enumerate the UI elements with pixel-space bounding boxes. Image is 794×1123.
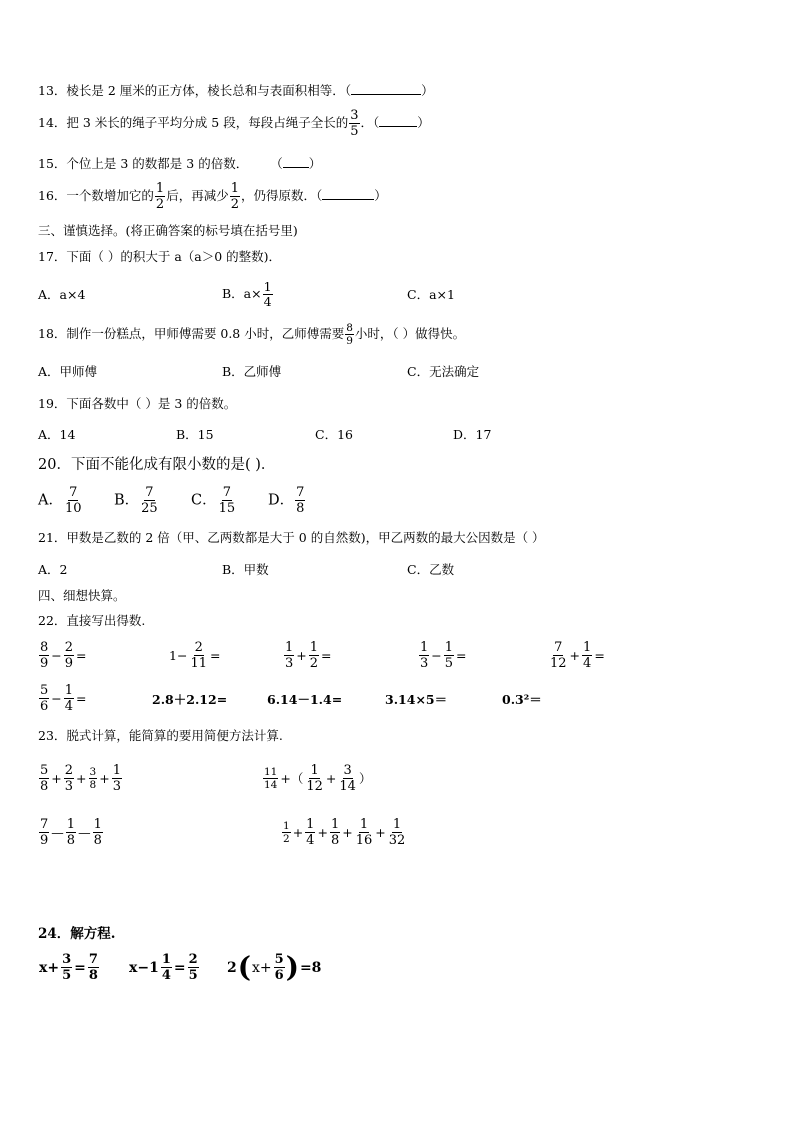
equals: = bbox=[76, 647, 87, 663]
equation-part: x−1 bbox=[129, 959, 159, 976]
numerator: 1 bbox=[93, 817, 102, 832]
fraction bbox=[338, 763, 357, 794]
question-number: 18． bbox=[38, 326, 67, 341]
option-label: A． bbox=[38, 492, 63, 509]
option-c[interactable]: C．16 bbox=[315, 427, 353, 442]
question-text: 棱长是 2 厘米的正方体，棱长总和与表面积相等． bbox=[66, 83, 345, 98]
fraction bbox=[39, 763, 49, 794]
question-number: 13． bbox=[38, 83, 67, 98]
question-15 bbox=[38, 155, 321, 173]
option-d[interactable]: D．17 bbox=[453, 427, 492, 442]
option-a[interactable]: A．甲师傅 bbox=[38, 364, 98, 379]
fraction bbox=[309, 640, 319, 671]
equation-part: x+ bbox=[252, 959, 272, 976]
question-text: 小时，（ ）做得快。 bbox=[354, 326, 466, 341]
denominator: 8 bbox=[89, 779, 97, 791]
question-text: 制作一份糕点，甲师傅需要 0.8 小时，乙师傅需要 bbox=[66, 326, 345, 341]
fraction bbox=[582, 640, 592, 671]
fraction bbox=[419, 640, 429, 671]
numerator: 3 bbox=[89, 766, 97, 778]
denominator: 9 bbox=[64, 656, 74, 671]
question-text: 脱式计算，能简算的要用简便方法计算. bbox=[66, 728, 283, 743]
numerator: 2 bbox=[64, 763, 74, 778]
paren-close: ） bbox=[374, 188, 387, 203]
equation-2 bbox=[128, 952, 200, 983]
fraction bbox=[189, 640, 208, 671]
question-24 bbox=[38, 925, 116, 943]
operator: + bbox=[51, 770, 62, 786]
numerator: 7 bbox=[40, 817, 49, 832]
section-heading-3: 三、谨慎选择。(将正确答案的标号填在括号里) bbox=[38, 223, 298, 238]
question-number: 17． bbox=[38, 249, 67, 264]
paren-close: ） bbox=[417, 115, 430, 130]
question-number: 22． bbox=[38, 613, 67, 628]
option-a[interactable]: A．14 bbox=[38, 427, 76, 442]
numerator: 7 bbox=[222, 485, 232, 500]
question-number: 21． bbox=[38, 530, 67, 545]
equals: = bbox=[74, 959, 86, 976]
denominator: 4 bbox=[263, 294, 272, 309]
fraction bbox=[66, 817, 76, 848]
numerator: 8 bbox=[40, 640, 49, 655]
fraction bbox=[263, 280, 273, 309]
operator: + bbox=[99, 770, 110, 786]
denominator: 4 bbox=[306, 833, 315, 848]
question-number: 19． bbox=[38, 396, 67, 411]
expression-9: 3.14×5＝ bbox=[385, 692, 448, 707]
operator: — bbox=[51, 824, 64, 840]
whole-part: 1− bbox=[169, 647, 188, 663]
question-number: 20． bbox=[38, 457, 71, 473]
option-c[interactable] bbox=[191, 485, 237, 516]
paren-open: （ bbox=[344, 83, 352, 98]
denominator: 10 bbox=[64, 501, 82, 516]
option-a[interactable]: A．2 bbox=[38, 562, 68, 577]
denominator: 15 bbox=[218, 501, 236, 516]
fraction bbox=[112, 763, 122, 794]
numerator: 5 bbox=[40, 683, 49, 698]
fraction bbox=[89, 766, 98, 791]
fraction bbox=[39, 683, 49, 714]
denominator: 14 bbox=[339, 779, 356, 794]
numerator: 1 bbox=[306, 817, 315, 832]
numerator: 7 bbox=[145, 485, 154, 500]
option-a[interactable] bbox=[38, 485, 84, 516]
numerator: 3 bbox=[62, 952, 72, 967]
expression-4 bbox=[418, 640, 468, 671]
operator: + bbox=[375, 824, 386, 840]
numerator: 1 bbox=[309, 640, 319, 655]
numerator: 2 bbox=[64, 640, 74, 655]
denominator: 4 bbox=[161, 968, 171, 983]
fraction bbox=[388, 817, 407, 848]
fraction bbox=[444, 640, 454, 671]
denominator: 8 bbox=[40, 779, 49, 794]
question-16 bbox=[38, 181, 387, 212]
equals: = bbox=[456, 647, 467, 663]
fraction bbox=[64, 640, 74, 671]
numerator: 8 bbox=[346, 322, 353, 334]
question-23 bbox=[38, 727, 283, 745]
equation-part: x+ bbox=[39, 959, 60, 976]
denominator: 2 bbox=[309, 656, 319, 671]
problem-3 bbox=[38, 817, 104, 848]
denominator: 6 bbox=[274, 968, 284, 983]
paren-open: （ bbox=[270, 156, 283, 171]
operator: − bbox=[51, 690, 62, 706]
question-text: 甲数是乙数的 2 倍（甲、乙两数都是大于 0 的自然数)，甲乙两数的最大公因数是（ ） bbox=[66, 530, 545, 545]
numerator: 1 bbox=[155, 181, 165, 196]
operator: + bbox=[76, 770, 87, 786]
equation-3 bbox=[226, 952, 322, 983]
operator: − bbox=[51, 647, 62, 663]
expression-3 bbox=[283, 640, 333, 671]
question-22 bbox=[38, 612, 145, 630]
numerator: 7 bbox=[69, 485, 78, 500]
denominator: 9 bbox=[346, 335, 353, 347]
fraction bbox=[61, 952, 72, 983]
fraction bbox=[274, 952, 285, 983]
question-18 bbox=[38, 322, 465, 347]
numerator: 1 bbox=[285, 640, 294, 655]
expression-2 bbox=[168, 640, 221, 671]
question-text: 下面（ ）的积大于 a（a＞0 的整数)． bbox=[66, 249, 282, 264]
question-20 bbox=[38, 456, 275, 474]
option-d[interactable] bbox=[268, 485, 306, 516]
denominator: 2 bbox=[283, 833, 290, 845]
numerator: 1 bbox=[330, 817, 340, 832]
question-number: 14． bbox=[38, 115, 67, 130]
question-text: ，仍得原数．（ bbox=[241, 188, 323, 203]
numerator: 1 bbox=[583, 640, 592, 655]
problem-4 bbox=[281, 817, 407, 848]
fraction bbox=[93, 817, 103, 848]
question-text: 解方程. bbox=[70, 926, 116, 942]
fraction bbox=[305, 763, 324, 794]
fraction bbox=[88, 952, 99, 983]
denominator: 3 bbox=[420, 656, 429, 671]
option-label: B．a× bbox=[222, 286, 262, 301]
question-text: 下面不能化成有限小数的是( )． bbox=[70, 457, 276, 473]
denominator: 2 bbox=[155, 197, 165, 212]
denominator: 11 bbox=[190, 656, 207, 671]
question-14 bbox=[38, 108, 430, 139]
operator: +（ bbox=[280, 770, 304, 786]
numerator: 1 bbox=[112, 763, 121, 778]
fraction bbox=[230, 181, 240, 212]
question-13 bbox=[38, 82, 434, 100]
fraction bbox=[295, 485, 305, 516]
denominator: 4 bbox=[64, 699, 74, 714]
operator: + bbox=[317, 824, 328, 840]
numerator: 5 bbox=[40, 763, 49, 778]
operator: − bbox=[431, 647, 442, 663]
section-heading-4: 四、细想快算。 bbox=[38, 588, 126, 603]
numerator: 1 bbox=[392, 817, 402, 832]
fraction bbox=[64, 763, 74, 794]
question-19 bbox=[38, 395, 236, 413]
operator: — bbox=[78, 824, 91, 840]
question-number: 23． bbox=[38, 728, 67, 743]
paren-close: ） bbox=[421, 83, 434, 98]
question-text: 个位上是 3 的数都是 3 的倍数． bbox=[66, 156, 249, 171]
denominator: 2 bbox=[230, 197, 239, 212]
option-b[interactable] bbox=[114, 485, 160, 516]
numerator: 5 bbox=[274, 952, 284, 967]
numerator: 11 bbox=[264, 766, 278, 778]
fraction bbox=[140, 485, 159, 516]
denominator: 3 bbox=[64, 779, 74, 794]
option-c[interactable]: C．a×1 bbox=[407, 287, 455, 302]
paren-close: ） bbox=[308, 156, 322, 171]
paren-open: ( bbox=[237, 950, 251, 984]
denominator: 3 bbox=[285, 656, 294, 671]
expression-1 bbox=[38, 640, 88, 671]
denominator: 8 bbox=[88, 968, 98, 983]
numerator: 2 bbox=[194, 640, 203, 655]
option-label: C． bbox=[191, 492, 217, 509]
question-text: 下面各数中（ ）是 3 的倍数。 bbox=[66, 396, 237, 411]
operator: + bbox=[296, 647, 307, 663]
fraction bbox=[39, 817, 49, 848]
denominator: 12 bbox=[550, 656, 567, 671]
fraction bbox=[282, 820, 291, 845]
numerator: 1 bbox=[310, 763, 319, 778]
denominator: 5 bbox=[62, 968, 72, 983]
numerator: 7 bbox=[296, 485, 305, 500]
denominator: 9 bbox=[40, 833, 49, 848]
answer-blank[interactable] bbox=[351, 82, 421, 95]
answer-blank[interactable] bbox=[379, 114, 417, 127]
fraction bbox=[284, 640, 294, 671]
expression-8: 6.14－1.4= bbox=[267, 692, 343, 707]
fraction bbox=[345, 322, 354, 347]
denominator: 32 bbox=[388, 833, 406, 848]
numerator: 7 bbox=[554, 640, 563, 655]
fraction bbox=[549, 640, 568, 671]
option-b[interactable] bbox=[222, 280, 274, 309]
denominator: 6 bbox=[40, 699, 49, 714]
denominator: 8 bbox=[296, 501, 305, 516]
operator: + bbox=[569, 647, 581, 663]
denominator: 14 bbox=[264, 779, 278, 791]
equals: = bbox=[76, 690, 87, 706]
equation-part: 2 bbox=[227, 959, 237, 976]
option-a[interactable]: A．a×4 bbox=[38, 287, 86, 302]
expression-5 bbox=[548, 640, 606, 671]
equals: = bbox=[173, 959, 186, 976]
question-number: 15． bbox=[38, 156, 67, 171]
numerator: 1 bbox=[161, 952, 171, 967]
denominator: 8 bbox=[93, 833, 102, 848]
numerator: 1 bbox=[64, 683, 74, 698]
question-text: 一个数增加它的 bbox=[66, 188, 154, 203]
paren-close: ) bbox=[285, 950, 299, 984]
fraction bbox=[188, 952, 199, 983]
operator: + bbox=[342, 824, 353, 840]
fraction bbox=[64, 485, 83, 516]
denominator: 12 bbox=[306, 779, 323, 794]
operator: + bbox=[325, 770, 337, 786]
question-21 bbox=[38, 529, 545, 547]
denominator: 8 bbox=[330, 833, 340, 848]
equation-part: =8 bbox=[299, 959, 322, 976]
paren-close: ） bbox=[358, 770, 372, 786]
option-label: D． bbox=[268, 492, 295, 509]
fraction bbox=[161, 952, 172, 983]
option-b[interactable]: B．15 bbox=[176, 427, 214, 442]
numerator: 1 bbox=[359, 817, 369, 832]
numerator: 1 bbox=[66, 817, 76, 832]
denominator: 4 bbox=[583, 656, 592, 671]
expression-6 bbox=[38, 683, 88, 714]
fraction bbox=[330, 817, 340, 848]
question-text: 把 3 米长的绳子平均分成 5 段，每段占绳子全长的 bbox=[66, 115, 349, 130]
denominator: 25 bbox=[141, 501, 158, 516]
denominator: 5 bbox=[444, 656, 454, 671]
option-c[interactable]: C．乙数 bbox=[407, 562, 455, 577]
equation-1 bbox=[38, 952, 100, 983]
numerator: 1 bbox=[230, 181, 239, 196]
fraction bbox=[355, 817, 374, 848]
question-number: 24． bbox=[38, 926, 71, 942]
numerator: 1 bbox=[263, 279, 272, 294]
option-label: B． bbox=[114, 492, 140, 509]
denominator: 5 bbox=[350, 124, 359, 139]
question-17 bbox=[38, 248, 281, 266]
numerator: 3 bbox=[350, 108, 359, 123]
numerator: 1 bbox=[420, 640, 429, 655]
question-text: 后，再减少 bbox=[166, 188, 229, 203]
expression-10: 0.3²＝ bbox=[502, 692, 542, 707]
problem-2 bbox=[262, 763, 372, 794]
answer-blank[interactable] bbox=[322, 187, 374, 200]
numerator: 3 bbox=[343, 763, 352, 778]
fraction bbox=[218, 485, 237, 516]
question-number: 16． bbox=[38, 188, 67, 203]
fraction bbox=[305, 817, 315, 848]
equals: = bbox=[594, 647, 605, 663]
fraction bbox=[39, 640, 49, 671]
question-text: 直接写出得数. bbox=[66, 613, 146, 628]
expression-7: 2.8＋2.12= bbox=[152, 692, 228, 707]
option-c[interactable]: C．无法确定 bbox=[407, 364, 480, 379]
fraction bbox=[349, 108, 359, 139]
numerator: 1 bbox=[283, 820, 290, 832]
equals: = bbox=[209, 647, 221, 663]
denominator: 9 bbox=[40, 656, 49, 671]
denominator: 8 bbox=[66, 833, 76, 848]
option-b[interactable]: B．乙师傅 bbox=[222, 364, 282, 379]
numerator: 2 bbox=[188, 952, 198, 967]
problem-1 bbox=[38, 763, 123, 794]
fraction bbox=[155, 181, 165, 212]
numerator: 1 bbox=[444, 640, 454, 655]
denominator: 5 bbox=[188, 968, 198, 983]
answer-blank[interactable] bbox=[283, 155, 309, 168]
operator: + bbox=[292, 824, 304, 840]
denominator: 3 bbox=[112, 779, 121, 794]
fraction bbox=[64, 683, 74, 714]
numerator: 7 bbox=[88, 952, 98, 967]
denominator: 16 bbox=[355, 833, 373, 848]
equals: = bbox=[321, 647, 332, 663]
option-b[interactable]: B．甲数 bbox=[222, 562, 269, 577]
question-text: ．（ bbox=[360, 115, 380, 130]
fraction bbox=[263, 766, 278, 791]
